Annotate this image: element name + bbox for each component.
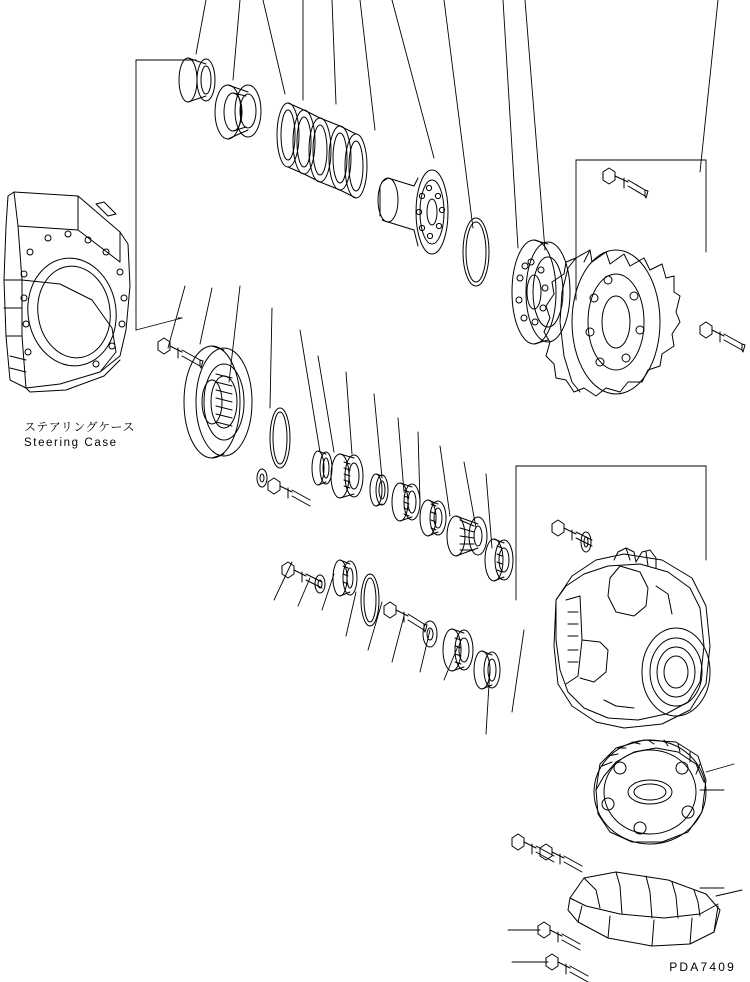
bolt-drum-left <box>512 834 554 862</box>
sprocket-wheel <box>544 250 680 396</box>
steering-case-label-en: Steering Case <box>24 437 118 449</box>
tapered-roller-bearing-upper <box>215 85 261 139</box>
bracket-mid-right <box>516 466 706 600</box>
lock-nut <box>420 500 446 536</box>
top-bracket <box>136 60 196 330</box>
seal-ring-lower <box>474 651 500 689</box>
bolt-set-sprocket-top <box>603 168 648 198</box>
bolt-lower-row-2 <box>384 602 427 632</box>
snap-ring-lower <box>333 560 357 596</box>
leader-lines-top <box>196 0 718 250</box>
o-ring-lower <box>361 574 379 626</box>
bearing-small <box>392 483 420 521</box>
steering-case <box>4 192 130 392</box>
washer-lower-1 <box>315 575 325 593</box>
splined-hub <box>378 170 448 254</box>
bearing-inner-race <box>485 539 513 581</box>
washer-lower-2 <box>423 621 437 647</box>
final-drive-case <box>554 548 710 728</box>
document-code: PDA7409 <box>669 960 736 974</box>
sprocket-mount-flange <box>512 240 570 344</box>
bolt-cover-plate <box>158 338 203 368</box>
bearing-lower <box>443 629 473 671</box>
washer-small-left <box>257 469 267 487</box>
bolt-set-sprocket-right <box>700 322 745 352</box>
o-ring-large <box>463 218 489 286</box>
washer-case-top <box>581 532 591 552</box>
brake-drum <box>594 740 706 844</box>
bolt-pan-2 <box>546 954 588 982</box>
o-ring-medium <box>270 408 290 468</box>
steering-case-label-jp: ステアリングケース <box>24 420 135 434</box>
spacer-ring <box>370 474 388 506</box>
seal-housing <box>331 454 363 498</box>
bolt-lower-row-1 <box>282 562 322 588</box>
snap-ring <box>312 451 332 485</box>
pinion-shaft <box>447 516 487 556</box>
shim-ring-set <box>277 103 367 198</box>
bolt-pan-1 <box>538 922 580 950</box>
leader-lines-bottom <box>706 764 742 896</box>
bolt-case-top <box>552 520 592 546</box>
oil-pan-cover <box>568 872 720 946</box>
bolt-lower-left <box>268 478 310 506</box>
sleeve-collar <box>179 58 215 102</box>
